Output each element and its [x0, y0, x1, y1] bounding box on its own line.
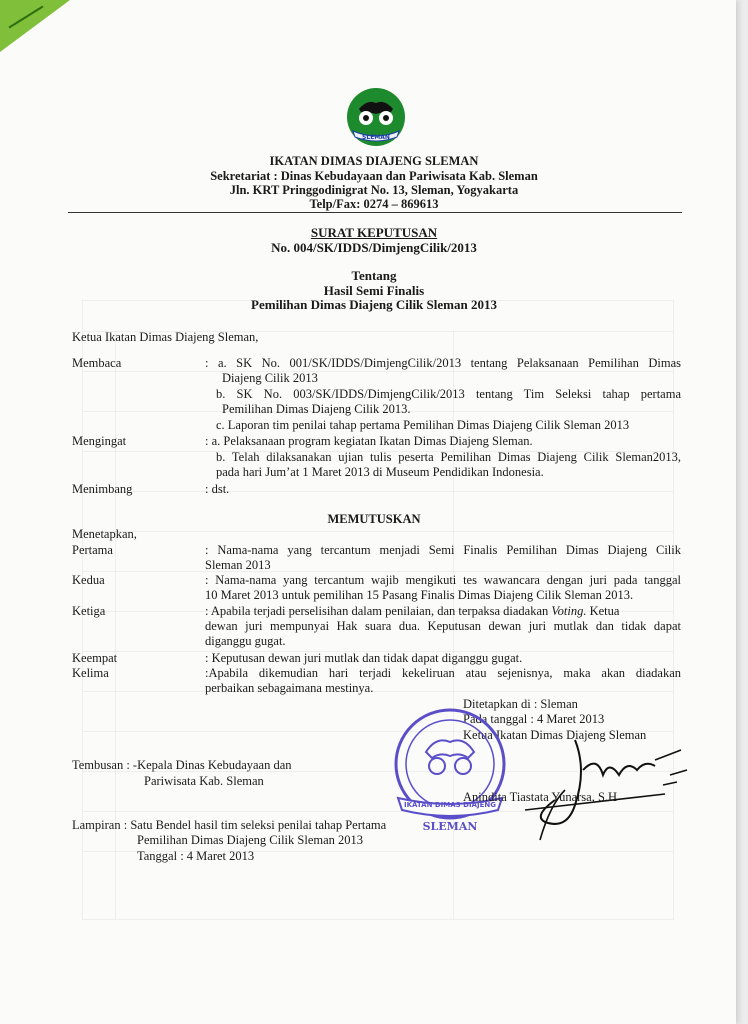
keempat-label: Keempat	[72, 651, 118, 665]
keempat-line-1: : Keputusan dewan juri mutlak dan tidak dapat diganggu gugat.	[205, 651, 523, 665]
ketiga-line-2: dewan juri mempunyai Hak suara dua. Keputusan dewan juri mutlak dan tidak dapat	[205, 619, 681, 633]
ketiga-voting: Voting.	[551, 604, 587, 618]
membaca-a-line-1: : a. SK No. 001/SK/IDDS/DimjengCilik/2013 tentang Pelaksanaan Pemilihan Dimas	[205, 356, 681, 370]
menetapkan: Menetapkan,	[72, 527, 137, 541]
tentang: Tentang	[351, 268, 397, 283]
menimbang-label: Menimbang	[72, 482, 133, 496]
org-name: IKATAN DIMAS DIAJENG SLEMAN	[269, 154, 479, 168]
ketiga-line-1	[205, 604, 619, 619]
logo-text: SLEMAN	[362, 134, 390, 141]
official-stamp	[390, 706, 510, 838]
pertama-label: Pertama	[72, 543, 113, 557]
membaca-label: Membaca	[72, 356, 122, 370]
address: Jln. KRT Pringgodinigrat No. 13, Sleman, Yogyakarta	[229, 183, 519, 197]
tembusan-line-2: Pariwisata Kab. Sleman	[144, 774, 264, 788]
membaca-a-line-2: Diajeng Cilik 2013	[222, 371, 318, 385]
kelima-label: Kelima	[72, 666, 109, 680]
memutuskan-heading: MEMUTUSKAN	[327, 512, 421, 526]
doc-heading: SURAT KEPUTUSAN	[310, 225, 438, 240]
doc-number: No. 004/SK/IDDS/DimjengCilik/2013	[271, 240, 477, 255]
menimbang-text: : dst.	[205, 482, 230, 496]
mengingat-label: Mengingat	[72, 434, 127, 448]
organization-logo	[343, 87, 409, 149]
ketiga-line-3: diganggu gugat.	[205, 634, 286, 648]
signoff-name: Anindita Tiastata Yunarsa, S.H	[463, 790, 618, 804]
lampiran-line-3: Tanggal : 4 Maret 2013	[137, 849, 255, 863]
subject-line-2: Pemilihan Dimas Diajeng Cilik Sleman 2013	[251, 297, 497, 312]
kelima-line-2: perbaikan sebagaimana mestinya.	[205, 681, 374, 695]
signoff-role: Ketua Ikatan Dimas Diajeng Sleman	[463, 728, 647, 742]
membaca-c: c. Laporan tim penilai tahap pertama Pemilihan Dimas Diajeng Cilik Sleman 2013	[216, 418, 630, 432]
mengingat-b-line-2: pada hari Jum’at 1 Maret 2013 di Museum Pendidikan Indonesia.	[216, 465, 544, 479]
mengingat-b-line-1: b. Telah dilaksanakan ujian tulis peserta Pemilihan Dimas Diajeng Cilik Sleman2013,	[216, 450, 681, 464]
lampiran-line-1: Lampiran : Satu Bendel hasil tim seleksi penilai tahap Pertama	[72, 818, 387, 832]
ketiga-label: Ketiga	[72, 604, 106, 618]
subject-line-1: Hasil Semi Finalis	[323, 283, 425, 298]
membaca-b-line-1: b. SK No. 003/SK/IDDS/DimjengCilik/2013 tentang Tim Seleksi tahap pertama	[216, 387, 681, 401]
membaca-b-line-2: Pemilihan Dimas Diajeng Cilik 2013.	[222, 402, 411, 416]
signoff-place: Ditetapkan di : Sleman	[463, 697, 578, 711]
opening: Ketua Ikatan Dimas Diajeng Sleman,	[72, 330, 259, 344]
ketiga-line-1-c: Ketua	[586, 604, 620, 618]
kedua-label: Kedua	[72, 573, 105, 587]
signoff-date: Pada tanggal : 4 Maret 2013	[463, 712, 605, 726]
stamp-text: IKATAN DIMAS DIAJENG	[404, 801, 496, 809]
tembusan-line-1: Tembusan : -Kepala Dinas Kebudayaan dan	[72, 758, 292, 772]
phone-fax: Telp/Fax: 0274 – 869613	[309, 197, 439, 211]
mengingat-a: : a. Pelaksanaan program kegiatan Ikatan Dimas Diajeng Sleman.	[205, 434, 533, 448]
kelima-line-1: :Apabila dikemudian hari terjadi kekeliruan atau sejenisnya, maka akan diadakan	[205, 666, 681, 680]
kedua-line-2: 10 Maret 2013 untuk pemilihan 15 Pasang Finalis Dimas Diajeng Cilik Sleman 2013.	[205, 588, 634, 602]
pertama-line-2: Sleman 2013	[205, 558, 271, 572]
ketiga-line-1-a: : Apabila terjadi perselisihan dalam penilaian, dan terpaksa diadakan	[205, 604, 549, 618]
header-divider	[68, 212, 682, 213]
secretariat: Sekretariat : Dinas Kebudayaan dan Pariwisata Kab. Sleman	[210, 169, 538, 183]
pertama-line-1: : Nama-nama yang tercantum menjadi Semi Finalis Pemilihan Dimas Diajeng Cilik	[205, 543, 681, 557]
lampiran-line-2: Pemilihan Dimas Diajeng Cilik Sleman 2013	[137, 833, 364, 847]
stamp-city: SLEMAN	[422, 820, 478, 833]
kedua-line-1: : Nama-nama yang tercantum wajib mengikuti tes wawancara dengan juri pada tanggal	[205, 573, 681, 587]
